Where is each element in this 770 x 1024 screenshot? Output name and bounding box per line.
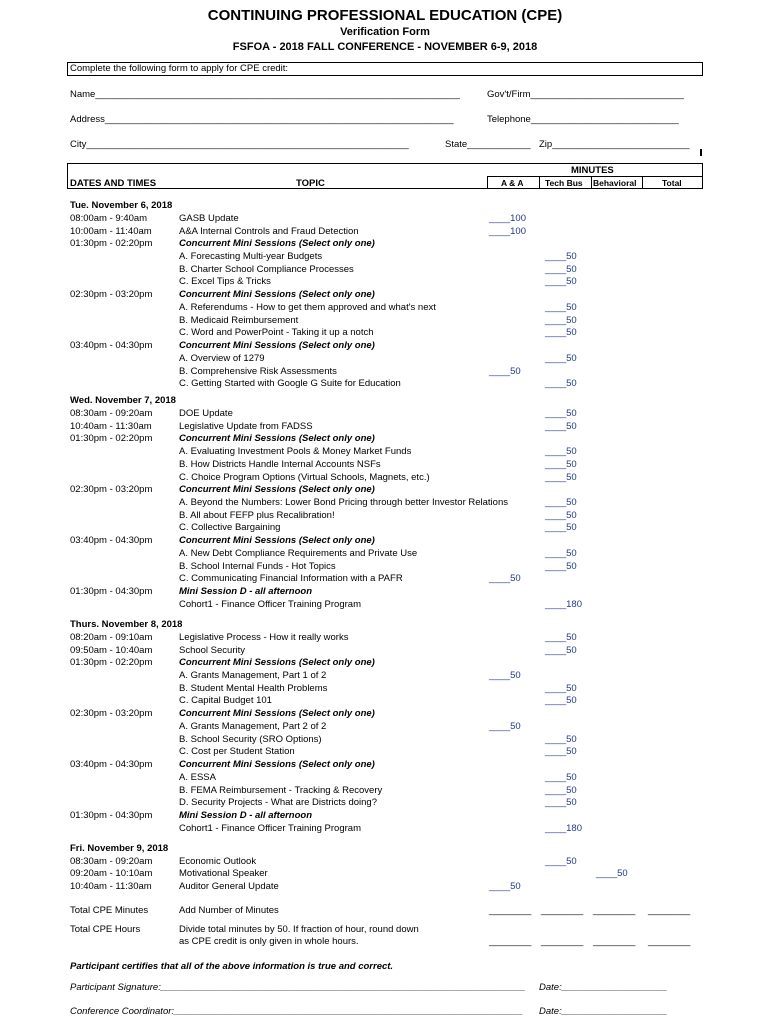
minutes-value-tb[interactable]: ____50 bbox=[545, 353, 577, 364]
session-time: 01:30pm - 02:20pm bbox=[70, 433, 153, 444]
session-row bbox=[0, 561, 770, 573]
minutes-value-tb[interactable]: ____50 bbox=[545, 683, 577, 694]
day-heading: Thurs. November 8, 2018 bbox=[70, 619, 183, 630]
total-hours-aa[interactable]: ________ bbox=[489, 936, 532, 947]
session-row bbox=[0, 213, 770, 225]
session-row bbox=[0, 772, 770, 784]
session-group-heading: Concurrent Mini Sessions (Select only one) bbox=[179, 289, 375, 300]
session-topic: A. Overview of 1279 bbox=[179, 353, 265, 364]
page-subtitle: Verification Form bbox=[340, 26, 430, 38]
session-row bbox=[0, 708, 770, 720]
topic-header: TOPIC bbox=[296, 178, 325, 189]
minutes-value-tb[interactable]: ____50 bbox=[545, 561, 577, 572]
session-topic: A. Grants Management, Part 1 of 2 bbox=[179, 670, 327, 681]
minutes-value-aa[interactable]: ____50 bbox=[489, 366, 521, 377]
session-row bbox=[0, 484, 770, 496]
session-topic: C. Getting Started with Google G Suite for Education bbox=[179, 378, 401, 389]
session-row bbox=[0, 446, 770, 458]
minutes-value-tb[interactable]: ____50 bbox=[545, 734, 577, 745]
session-group-heading: Concurrent Mini Sessions (Select only one) bbox=[179, 340, 375, 351]
session-topic: B. Student Mental Health Problems bbox=[179, 683, 328, 694]
total-hours-desc: Divide total minutes by 50. If fraction of hour, round down bbox=[179, 924, 419, 935]
session-row bbox=[0, 657, 770, 669]
minutes-value-bh[interactable]: ____50 bbox=[596, 868, 628, 879]
minutes-value-aa[interactable]: ____50 bbox=[489, 573, 521, 584]
session-row bbox=[0, 548, 770, 560]
session-row bbox=[0, 238, 770, 250]
session-row bbox=[0, 315, 770, 327]
session-row bbox=[0, 264, 770, 276]
day-heading: Fri. November 9, 2018 bbox=[70, 843, 169, 854]
session-row bbox=[0, 522, 770, 534]
session-row bbox=[0, 433, 770, 445]
session-row bbox=[0, 408, 770, 420]
telephone-field[interactable]: Telephone____________________________ bbox=[487, 114, 679, 125]
session-topic: C. Collective Bargaining bbox=[179, 522, 281, 533]
session-row bbox=[0, 586, 770, 598]
minutes-value-aa[interactable]: ____100 bbox=[489, 213, 526, 224]
aa-header: A & A bbox=[501, 178, 524, 188]
session-topic: Economic Outlook bbox=[179, 856, 257, 867]
session-row bbox=[0, 289, 770, 301]
minutes-value-tb[interactable]: ____50 bbox=[545, 632, 577, 643]
session-topic: B. School Security (SRO Options) bbox=[179, 734, 322, 745]
minutes-value-tb[interactable]: ____50 bbox=[545, 421, 577, 432]
session-group-heading: Concurrent Mini Sessions (Select only one) bbox=[179, 535, 375, 546]
state-field[interactable]: State____________ bbox=[445, 139, 531, 150]
session-topic: A. ESSA bbox=[179, 772, 216, 783]
day-heading-row bbox=[0, 619, 770, 631]
session-row bbox=[0, 276, 770, 288]
session-topic: A. Forecasting Multi-year Budgets bbox=[179, 251, 323, 262]
total-minutes-aa[interactable]: ________ bbox=[489, 905, 532, 916]
session-row bbox=[0, 340, 770, 352]
session-row bbox=[0, 353, 770, 365]
total-header: Total bbox=[662, 178, 682, 188]
session-time: 10:40am - 11:30am bbox=[70, 881, 152, 892]
session-row bbox=[0, 881, 770, 893]
day-heading-row bbox=[0, 843, 770, 855]
minutes-value-tb[interactable]: ____50 bbox=[545, 302, 577, 313]
session-topic: Legislative Process - How it really works bbox=[179, 632, 349, 643]
minutes-value-tb[interactable]: ____180 bbox=[545, 599, 582, 610]
session-time: 09:50am - 10:40am bbox=[70, 645, 153, 656]
minutes-value-tb[interactable]: ____180 bbox=[545, 823, 582, 834]
session-topic: GASB Update bbox=[179, 213, 239, 224]
total-minutes-total[interactable]: ________ bbox=[648, 905, 691, 916]
minutes-value-tb[interactable]: ____50 bbox=[545, 315, 577, 326]
techbus-header: Tech Bus bbox=[545, 178, 583, 188]
total-minutes-desc: Add Number of Minutes bbox=[179, 905, 279, 916]
minutes-value-tb[interactable]: ____50 bbox=[545, 378, 577, 389]
session-topic: Cohort1 - Finance Officer Training Program bbox=[179, 823, 361, 834]
day-heading: Wed. November 7, 2018 bbox=[70, 395, 176, 406]
session-topic: C. Word and PowerPoint - Taking it up a notch bbox=[179, 327, 374, 338]
session-row bbox=[0, 810, 770, 822]
address-field[interactable]: Address__________________________________________________________________ bbox=[70, 114, 454, 125]
session-topic: B. How Districts Handle Internal Accounts NSFs bbox=[179, 459, 381, 470]
minutes-value-tb[interactable]: ____50 bbox=[545, 446, 577, 457]
session-topic: B. Charter School Compliance Processes bbox=[179, 264, 354, 275]
session-row bbox=[0, 366, 770, 378]
session-group-heading: Concurrent Mini Sessions (Select only one) bbox=[179, 708, 375, 719]
session-time: 01:30pm - 02:20pm bbox=[70, 238, 153, 249]
session-row bbox=[0, 670, 770, 682]
header-col-line bbox=[487, 176, 488, 188]
session-row bbox=[0, 734, 770, 746]
minutes-value-tb[interactable]: ____50 bbox=[545, 522, 577, 533]
session-time: 03:40pm - 04:30pm bbox=[70, 759, 153, 770]
session-group-heading: Concurrent Mini Sessions (Select only one) bbox=[179, 238, 375, 249]
coordinator-signature-field[interactable]: Conference Coordinator:__________________________________________________________________ bbox=[70, 1006, 523, 1017]
session-group-heading: Concurrent Mini Sessions (Select only one) bbox=[179, 433, 375, 444]
day-heading-row bbox=[0, 200, 770, 212]
minutes-value-aa[interactable]: ____100 bbox=[489, 226, 526, 237]
session-topic: C. Excel Tips & Tricks bbox=[179, 276, 271, 287]
session-row bbox=[0, 599, 770, 611]
minutes-value-tb[interactable]: ____50 bbox=[545, 695, 577, 706]
session-topic: School Security bbox=[179, 645, 246, 656]
session-time: 08:30am - 09:20am bbox=[70, 856, 153, 867]
session-time: 10:00am - 11:40am bbox=[70, 226, 152, 237]
total-hours-behavioral[interactable]: ________ bbox=[593, 936, 636, 947]
participant-date-field[interactable]: Date:____________________ bbox=[539, 982, 668, 993]
minutes-value-tb[interactable]: ____50 bbox=[545, 772, 577, 783]
form-box-edge bbox=[700, 149, 702, 156]
header-col-line bbox=[642, 176, 643, 188]
minutes-value-tb[interactable]: ____50 bbox=[545, 276, 577, 287]
session-group-heading: Concurrent Mini Sessions (Select only one) bbox=[179, 657, 375, 668]
total-minutes-label: Total CPE Minutes bbox=[70, 905, 149, 916]
session-topic: A&A Internal Controls and Fraud Detection bbox=[179, 226, 359, 237]
session-row bbox=[0, 421, 770, 433]
day-heading-row bbox=[0, 395, 770, 407]
session-row bbox=[0, 302, 770, 314]
minutes-value-tb[interactable]: ____50 bbox=[545, 264, 577, 275]
session-time: 08:00am - 9:40am bbox=[70, 213, 148, 224]
session-topic: D. Security Projects - What are Districts doing? bbox=[179, 797, 377, 808]
page-title: CONTINUING PROFESSIONAL EDUCATION (CPE) bbox=[207, 7, 563, 24]
minutes-value-tb[interactable]: ____50 bbox=[545, 327, 577, 338]
session-time: 08:20am - 09:10am bbox=[70, 632, 153, 643]
session-time: 01:30pm - 04:30pm bbox=[70, 810, 153, 821]
behavioral-header: Behavioral bbox=[593, 178, 637, 188]
session-time: 01:30pm - 04:30pm bbox=[70, 586, 153, 597]
session-time: 03:40pm - 04:30pm bbox=[70, 340, 153, 351]
session-time: 02:30pm - 03:20pm bbox=[70, 708, 153, 719]
minutes-header: MINUTES bbox=[571, 165, 614, 176]
session-time: 02:30pm - 03:20pm bbox=[70, 484, 153, 495]
header-col-line bbox=[539, 176, 540, 188]
total-hours-desc-2: as CPE credit is only given in whole hours. bbox=[179, 936, 359, 947]
minutes-value-tb[interactable]: ____50 bbox=[545, 510, 577, 521]
total-hours-total[interactable]: ________ bbox=[648, 936, 691, 947]
session-topic: B. Medicaid Reimbursement bbox=[179, 315, 299, 326]
minutes-value-aa[interactable]: ____50 bbox=[489, 721, 521, 732]
session-row bbox=[0, 645, 770, 657]
minutes-value-tb[interactable]: ____50 bbox=[545, 251, 577, 262]
session-row bbox=[0, 797, 770, 809]
session-topic: A. Grants Management, Part 2 of 2 bbox=[179, 721, 327, 732]
participant-signature-field[interactable]: Participant Signature:_____________________________________________________________________ bbox=[70, 982, 526, 993]
session-topic: A. Referendums - How to get them approved and what's next bbox=[179, 302, 436, 313]
session-row bbox=[0, 378, 770, 390]
session-row bbox=[0, 497, 770, 509]
total-hours-label: Total CPE Hours bbox=[70, 924, 141, 935]
form-instruction: Complete the following form to apply for CPE credit: bbox=[70, 63, 289, 74]
minutes-value-tb[interactable]: ____50 bbox=[545, 548, 577, 559]
session-row bbox=[0, 535, 770, 547]
govt-firm-field[interactable]: Gov't/Firm_____________________________ bbox=[487, 89, 684, 100]
session-time: 01:30pm - 02:20pm bbox=[70, 657, 153, 668]
session-topic: A. Evaluating Investment Pools & Money Market Funds bbox=[179, 446, 412, 457]
session-row bbox=[0, 459, 770, 471]
session-row bbox=[0, 695, 770, 707]
session-topic: Auditor General Update bbox=[179, 881, 279, 892]
header-divider bbox=[487, 176, 703, 177]
session-row bbox=[0, 472, 770, 484]
name-field[interactable]: Name_____________________________________________________________________ bbox=[70, 89, 460, 100]
minutes-value-tb[interactable]: ____50 bbox=[545, 472, 577, 483]
session-row bbox=[0, 746, 770, 758]
zip-field[interactable]: Zip__________________________ bbox=[539, 139, 690, 150]
total-hours-techbus[interactable]: ________ bbox=[541, 936, 584, 947]
session-group-heading: Concurrent Mini Sessions (Select only one) bbox=[179, 484, 375, 495]
session-topic: DOE Update bbox=[179, 408, 233, 419]
session-row bbox=[0, 785, 770, 797]
minutes-value-aa[interactable]: ____50 bbox=[489, 670, 521, 681]
session-row bbox=[0, 251, 770, 263]
total-minutes-behavioral[interactable]: ________ bbox=[593, 905, 636, 916]
session-time: 08:30am - 09:20am bbox=[70, 408, 153, 419]
session-topic: C. Capital Budget 101 bbox=[179, 695, 272, 706]
city-field[interactable]: City_____________________________________________________________ bbox=[70, 139, 409, 150]
session-group-heading: Concurrent Mini Sessions (Select only one) bbox=[179, 759, 375, 770]
session-row bbox=[0, 327, 770, 339]
session-row bbox=[0, 683, 770, 695]
coordinator-date-field[interactable]: Date:____________________ bbox=[539, 1006, 668, 1017]
session-topic: Legislative Update from FADSS bbox=[179, 421, 313, 432]
minutes-value-tb[interactable]: ____50 bbox=[545, 645, 577, 656]
session-topic: Motivational Speaker bbox=[179, 868, 268, 879]
session-time: 09:20am - 10:10am bbox=[70, 868, 153, 879]
session-time: 02:30pm - 03:20pm bbox=[70, 289, 153, 300]
session-row bbox=[0, 868, 770, 880]
session-row bbox=[0, 632, 770, 644]
session-topic: Cohort1 - Finance Officer Training Program bbox=[179, 599, 361, 610]
session-topic: B. All about FEFP plus Recalibration! bbox=[179, 510, 335, 521]
session-row bbox=[0, 226, 770, 238]
session-time: 10:40am - 11:30am bbox=[70, 421, 152, 432]
day-heading: Tue. November 6, 2018 bbox=[70, 200, 173, 211]
header-col-line bbox=[591, 176, 592, 188]
session-group-heading: Mini Session D - all afternoon bbox=[179, 586, 313, 597]
minutes-value-tb[interactable]: ____50 bbox=[545, 785, 577, 796]
dates-header: DATES AND TIMES bbox=[70, 178, 157, 189]
minutes-value-tb[interactable]: ____50 bbox=[545, 856, 577, 867]
session-time: 03:40pm - 04:30pm bbox=[70, 535, 153, 546]
minutes-value-tb[interactable]: ____50 bbox=[545, 746, 577, 757]
session-topic: B. FEMA Reimbursement - Tracking & Recovery bbox=[179, 785, 383, 796]
minutes-value-tb[interactable]: ____50 bbox=[545, 459, 577, 470]
session-group-heading: Mini Session D - all afternoon bbox=[179, 810, 313, 821]
minutes-value-tb[interactable]: ____50 bbox=[545, 797, 577, 808]
minutes-value-tb[interactable]: ____50 bbox=[545, 497, 577, 508]
session-row bbox=[0, 759, 770, 771]
session-row bbox=[0, 856, 770, 868]
minutes-value-tb[interactable]: ____50 bbox=[545, 408, 577, 419]
session-topic: C. Choice Program Options (Virtual Schools, Magnets, etc.) bbox=[179, 472, 430, 483]
session-row bbox=[0, 721, 770, 733]
session-row bbox=[0, 510, 770, 522]
session-topic: B. School Internal Funds - Hot Topics bbox=[179, 561, 336, 572]
conference-name: FSFOA - 2018 FALL CONFERENCE - NOVEMBER 6-9, 2018 bbox=[232, 41, 538, 53]
session-row bbox=[0, 573, 770, 585]
session-topic: A. New Debt Compliance Requirements and Private Use bbox=[179, 548, 418, 559]
session-topic: C. Cost per Student Station bbox=[179, 746, 295, 757]
certification-statement: Participant certifies that all of the above information is true and correct. bbox=[70, 961, 394, 972]
minutes-value-aa[interactable]: ____50 bbox=[489, 881, 521, 892]
session-topic: A. Beyond the Numbers: Lower Bond Pricing through better Investor Relations bbox=[179, 497, 508, 508]
session-topic: C. Communicating Financial Information with a PAFR bbox=[179, 573, 403, 584]
session-row bbox=[0, 823, 770, 835]
total-minutes-techbus[interactable]: ________ bbox=[541, 905, 584, 916]
session-topic: B. Comprehensive Risk Assessments bbox=[179, 366, 337, 377]
